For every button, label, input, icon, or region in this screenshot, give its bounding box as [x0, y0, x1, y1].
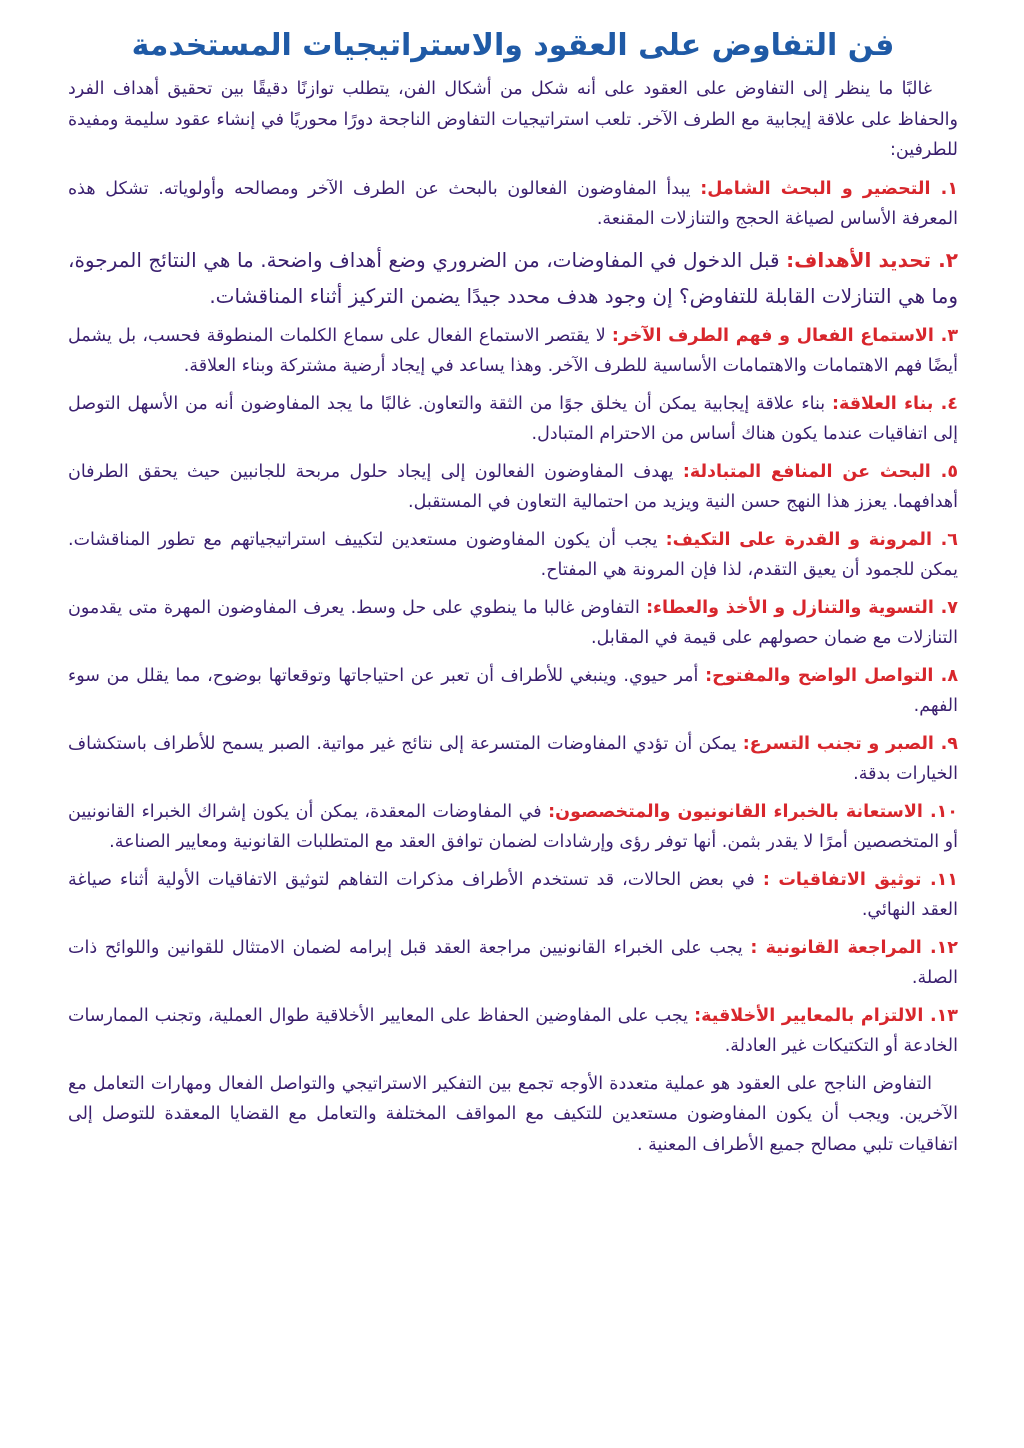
item-heading: ٨. التواصل الواضح والمفتوح:: [705, 665, 958, 686]
item-text: في المفاوضات المعقدة، يمكن أن يكون إشراك الخبراء القانونيين أو المتخصصين أمرًا لا يقدر بثمن. أنها توفر رؤى وإرشادات لضمان توافق العقد مع المتطلبات القانونية ومعايير الصناعة.: [68, 801, 958, 852]
list-item-1: [68, 174, 958, 235]
item-heading: ١٠. الاستعانة بالخبراء القانونيون والمتخصصون:: [548, 801, 958, 822]
item-heading: ٧. التسوية والتنازل و الأخذ والعطاء:: [646, 597, 958, 618]
list-item-2: [68, 242, 958, 314]
item-heading: ٩. الصبر و تجنب التسرع:: [742, 733, 958, 754]
item-heading: ١٢. المراجعة القانونية :: [750, 937, 958, 958]
list-item-13: [68, 1001, 958, 1062]
item-heading: ٢. تحديد الأهداف:: [786, 247, 958, 272]
list-item-9: [68, 729, 958, 790]
item-heading: ٥. البحث عن المنافع المتبادلة:: [682, 461, 958, 482]
item-text: التفاوض غالبا ما ينطوي على حل وسط. يعرف المفاوضون المهرة متى يقدمون التنازلات مع ضمان حصولهم على قيمة في المقابل.: [68, 597, 958, 648]
item-heading: ٤. بناء العلاقة:: [831, 393, 958, 414]
item-text: يبدأ المفاوضون الفعالون بالبحث عن الطرف الآخر ومصالحه وأولوياته. تشكل هذه المعرفة الأساس لصياغة الحجج والتنازلات المقنعة.: [68, 178, 958, 229]
document-page: [68, 22, 958, 1160]
list-item-4: [68, 389, 958, 450]
list-item-10: [68, 797, 958, 858]
item-text: في بعض الحالات، قد تستخدم الأطراف مذكرات التفاهم لتوثيق الاتفاقيات الأولية أثناء صياغة العقد النهائي.: [68, 869, 958, 920]
intro-paragraph: غالبًا ما ينظر إلى التفاوض على العقود على أنه شكل من أشكال الفن، يتطلب توازنًا دقيقًا بين تحقيق أهداف الفرد والحفاظ على علاقة إيجابية مع الطرف الآخر. تلعب استراتيجيات التفاوض الناجحة دورًا محوريًا في إنشاء عقود سليمة ومفيدة للطرفين:: [68, 79, 958, 160]
item-text: أمر حيوي. وينبغي للأطراف أن تعبر عن احتياجاتها وتوقعاتها بوضوح، مما يقلل من سوء الفهم.: [68, 665, 958, 716]
strategies-list: [68, 174, 958, 1062]
closing-paragraph: التفاوض الناجح على العقود هو عملية متعددة الأوجه تجمع بين التفكير الاستراتيجي والتواصل الفعال ومهارات التعامل مع الآخرين. ويجب أن يكون المفاوضون مستعدين للتكيف مع المواقف المختلفة والتعامل مع القضايا المعقدة للتوصل إلى اتفاقيات تلبي مصالح جميع الأطراف المعنية .: [68, 1073, 958, 1155]
item-heading: ١١. توثيق الاتفاقيات :: [762, 869, 958, 890]
list-item-3: [68, 321, 958, 382]
list-item-11: [68, 865, 958, 926]
list-item-6: [68, 525, 958, 586]
list-item-5: [68, 457, 958, 518]
list-item-8: [68, 661, 958, 722]
page-title: فن التفاوض على العقود والاستراتيجيات المستخدمة: [131, 28, 895, 63]
item-text: بناء علاقة إيجابية يمكن أن يخلق جوًا من الثقة والتعاون. غالبًا ما يجد المفاوضون أنه من الأسهل التوصل إلى اتفاقيات عندما يكون هناك أساس من الاحترام المتبادل.: [68, 393, 958, 444]
item-text: يجب أن يكون المفاوضون مستعدين لتكييف استراتيجياتهم مع تطور المناقشات. يمكن للجمود أن يعيق التقدم، لذا فإن المرونة هي المفتاح.: [68, 529, 958, 580]
item-text: يمكن أن تؤدي المفاوضات المتسرعة إلى نتائج غير مواتية. الصبر يسمح للأطراف باستكشاف الخيارات بدقة.: [68, 733, 958, 784]
item-text: قبل الدخول في المفاوضات، من الضروري وضع أهداف واضحة. ما هي النتائج المرجوة، وما هي التنازلات القابلة للتفاوض؟ إن وجود هدف محدد جيدًا يضمن التركيز أثناء المناقشات.: [68, 247, 958, 308]
item-heading: ١. التحضير و البحث الشامل:: [700, 178, 958, 199]
item-heading: ٣. الاستماع الفعال و فهم الطرف الآخر:: [611, 325, 958, 346]
item-text: يجب على الخبراء القانونيين مراجعة العقد قبل إبرامه لضمان الامتثال للقوانين واللوائح ذات الصلة.: [68, 937, 958, 988]
list-item-7: [68, 593, 958, 654]
list-item-12: [68, 933, 958, 994]
item-heading: ٦. المرونة و القدرة على التكيف:: [665, 529, 958, 550]
item-text: لا يقتصر الاستماع الفعال على سماع الكلمات المنطوقة فحسب، بل يشمل أيضًا فهم الاهتمامات والاهتمامات الأساسية للطرف الآخر. وهذا يساعد في إيجاد أرضية مشتركة وبناء العلاقة.: [68, 325, 958, 376]
item-heading: ١٣. الالتزام بالمعايير الأخلاقية:: [694, 1005, 958, 1026]
item-text: يهدف المفاوضون الفعالون إلى إيجاد حلول مربحة للجانبين حيث يحقق الطرفان أهدافهما. يعزز هذا النهج حسن النية ويزيد من احتمالية التعاون في المستقبل.: [68, 461, 958, 512]
item-text: يجب على المفاوضين الحفاظ على المعايير الأخلاقية طوال العملية، وتجنب الممارسات الخادعة أو التكتيكات غير العادلة.: [68, 1005, 958, 1056]
